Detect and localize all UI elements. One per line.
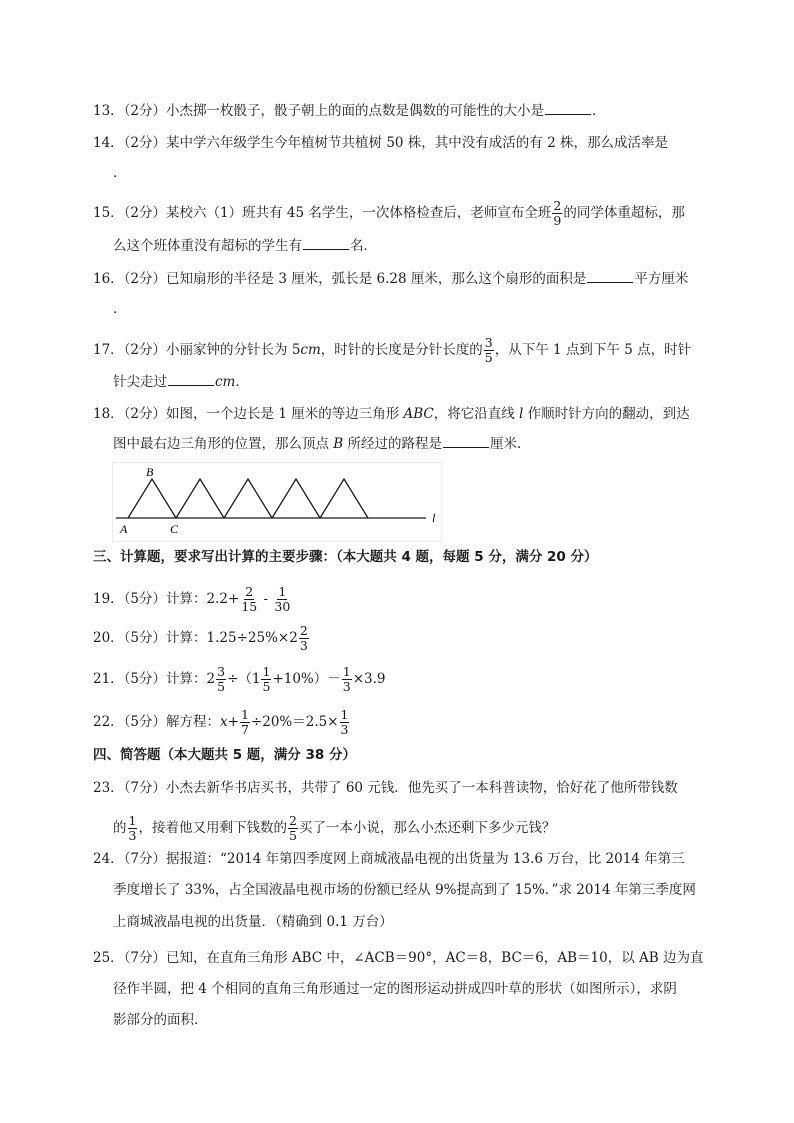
fraction: $\frac{2}{15}$	[241, 584, 258, 614]
fraction: $\frac{3}{5}$	[217, 664, 226, 694]
question-20: 20．（5分）计算：1.25÷25%×2 $\frac{2}{3}$	[93, 623, 308, 653]
question-19: 19．（5分）计算：2.2+ $\frac{2}{15}$ - $\frac{1}{30}$	[93, 584, 291, 614]
section-3-heading: 三、计算题，要求写出计算的主要步骤：（本大题共 4 题，每题 5 分，满分 20 分）	[93, 549, 598, 565]
triangle-abc	[128, 479, 176, 518]
question-14: 14．（2分）某中学六年级学生今年植树节共植树 50 株，其中没有成活的有 2 株，那么成活率是	[93, 135, 668, 151]
fraction: $\frac{1}{3}$	[342, 664, 351, 694]
triangle-rolling-figure	[112, 462, 442, 542]
fraction: $\frac{2}{9}$	[553, 198, 562, 228]
fraction: $\frac{1}{30}$	[274, 584, 291, 614]
question-17-continued: 针尖走过 cm．	[113, 374, 249, 390]
fraction: $\frac{1}{5}$	[262, 664, 271, 694]
question-23: 23．（7分）小杰去新华书店买书，共带了 60 元钱．他先买了一本科普读物，恰好花了他所带钱数	[93, 780, 678, 796]
answer-blank	[168, 372, 214, 386]
question-17: 17．（2分）小丽家钟的分针长为 5cm，时针的长度是分针长度的 $\frac{3}{5}$ ，从下午 1 点到下午 5 点，时针	[93, 335, 692, 365]
fraction: $\frac{3}{5}$	[484, 335, 493, 365]
question-24-continued-1: 季度增长了 33%，占全国液晶电视市场的份额已经从 9%提高到了 15%．”求 2014 年第三季度网	[113, 882, 696, 898]
question-16: 16．（2分）已知扇形的半径是 3 厘米，弧长是 6.28 厘米，那么这个扇形的面积是 平方厘米	[93, 271, 689, 287]
fraction: $\frac{1}{3}$	[340, 707, 349, 737]
answer-blank	[303, 236, 349, 250]
label-c: C	[170, 522, 179, 536]
question-18: 18．（2分）如图，一个边长是 1 厘米的等边三角形 ABC，将它沿直线 l 作顺时针方向的翻动，到达	[93, 406, 690, 422]
triangle-3	[224, 479, 272, 518]
fraction: $\frac{1}{7}$	[240, 707, 249, 737]
answer-blank	[587, 269, 633, 283]
fraction: $\frac{2}{5}$	[288, 813, 297, 843]
answer-blank	[545, 101, 591, 115]
section-4-heading: 四、简答题（本大题共 5 题，满分 38 分）	[93, 747, 356, 763]
question-24: 24．（7分）据报道：“2014 年第四季度网上商城液晶电视的出货量为 13.6 万台，比 2014 年第三	[93, 851, 685, 867]
question-16-continued: ．	[113, 301, 127, 317]
figure-frame	[112, 462, 442, 542]
answer-blank	[443, 434, 489, 448]
question-15-continued: 么这个班体重没有超标的学生有 名．	[113, 238, 377, 254]
question-13: 13．（2分）小杰掷一枚骰子，骰子朝上的面的点数是偶数的可能性的大小是 ．	[93, 103, 606, 119]
question-18-continued: 图中最右边三角形的位置，那么顶点 B 所经过的路程是 厘米．	[113, 436, 531, 452]
question-22: 22．（5分）解方程：x+ $\frac{1}{7}$ ÷20%＝2.5× $\frac{1}{3}$	[93, 707, 349, 737]
triangle-2	[176, 479, 224, 518]
question-21: 21．（5分）计算：2 $\frac{3}{5}$ ÷（1 $\frac{1}{5}$ +10%）－ $\frac{1}{3}$ ×3.9	[93, 664, 386, 694]
question-25-continued-1: 径作半圆，把 4 个相同的直角三角形通过一定的图形运动拼成四叶草的形状（如图所示），求阴	[113, 981, 677, 997]
question-25-continued-2: 影部分的面积．	[113, 1012, 208, 1028]
question-25: 25．（7分）已知，在直角三角形 ABC 中，∠ACB＝90°，AC＝8，BC＝6，AB＝10，以 AB 边为直	[93, 950, 704, 966]
triangle-4	[272, 479, 320, 518]
question-14-continued: ．	[113, 165, 127, 181]
triangle-5	[320, 479, 368, 518]
fraction: $\frac{2}{3}$	[299, 623, 308, 653]
question-23-continued: 的 $\frac{1}{3}$ ，接着他又用剩下钱数的 $\frac{2}{5}$ 买了一本小说，那么小杰还剩下多少元钱？	[113, 813, 556, 843]
label-l: l	[432, 511, 436, 525]
label-b: B	[146, 465, 154, 479]
label-a: A	[120, 522, 128, 536]
question-24-continued-2: 上商城液晶电视的出货量．（精确到 0.1 万台）	[113, 914, 393, 930]
question-15: 15．（2分）某校六（1）班共有 45 名学生，一次体格检查后，老师宣布全班 $\frac{2}{9}$ 的同学体重超标，那	[93, 198, 685, 228]
fraction: $\frac{1}{3}$	[128, 813, 137, 843]
